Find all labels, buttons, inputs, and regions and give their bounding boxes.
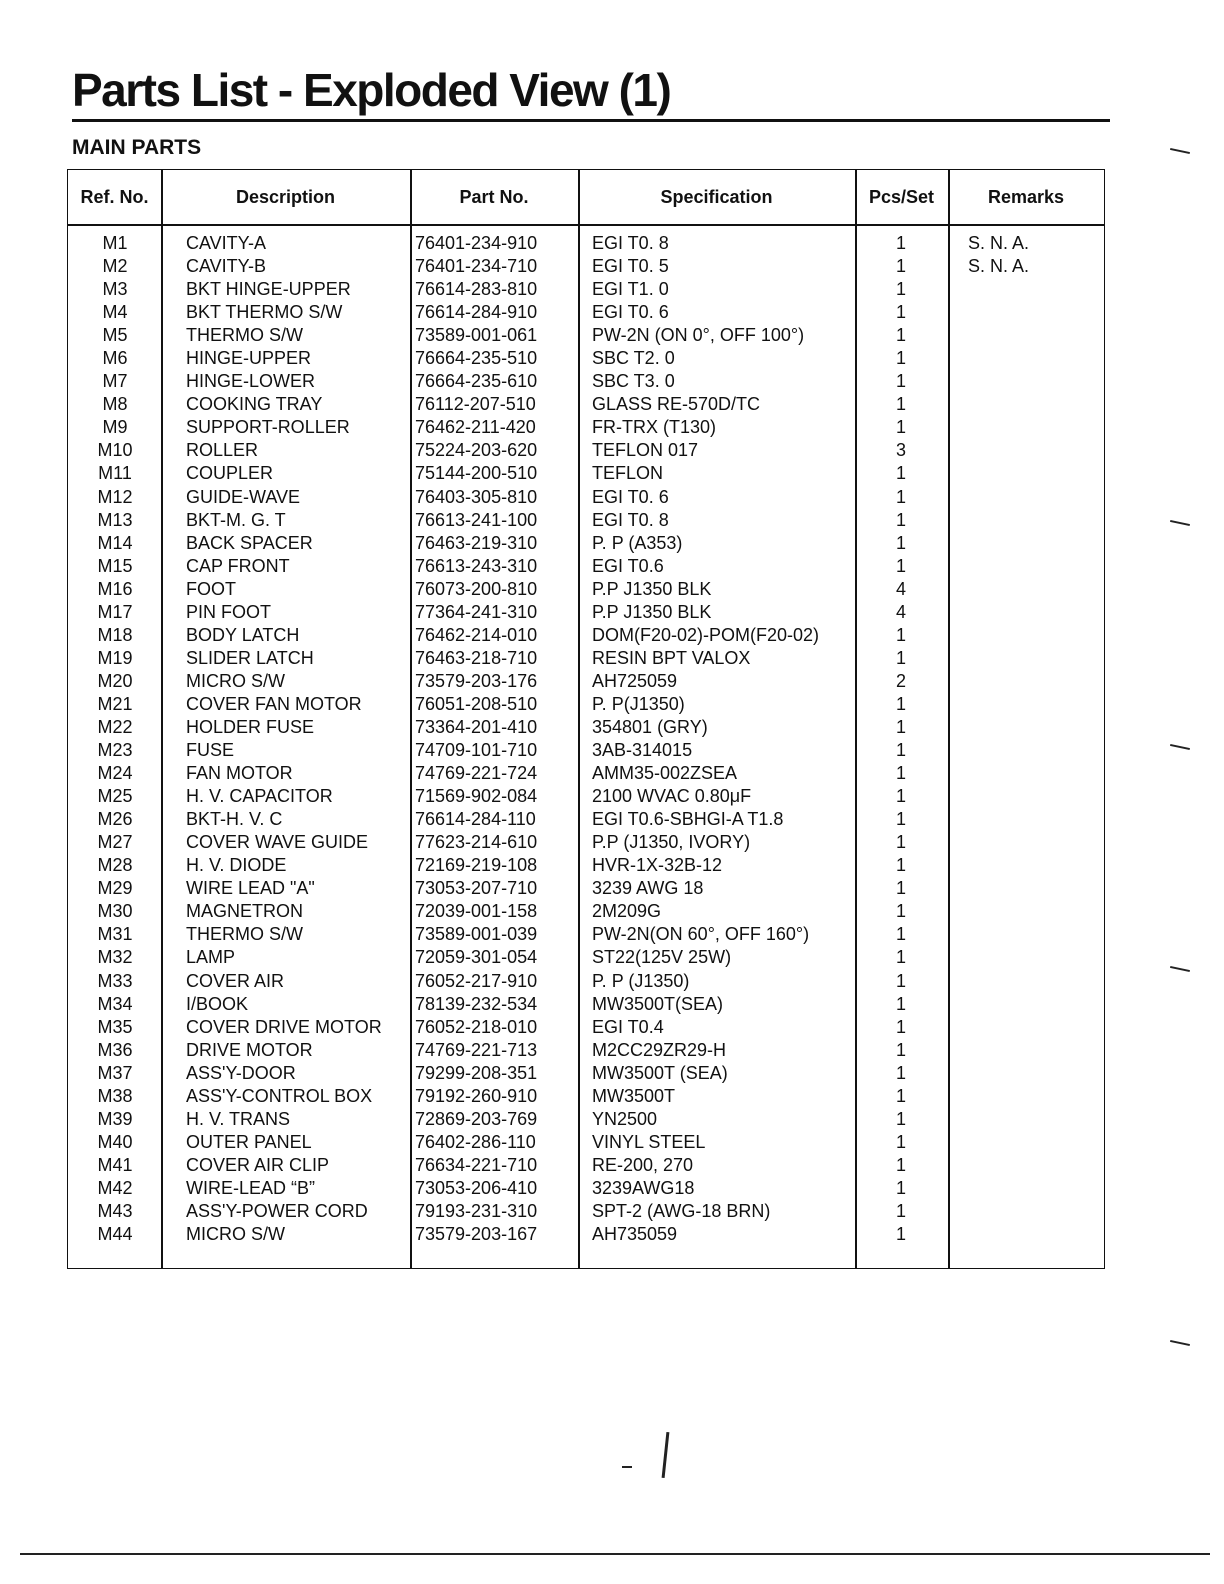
table-row bbox=[68, 808, 1104, 831]
table-row bbox=[68, 993, 1104, 1016]
cell-specification: YN2500 bbox=[592, 1108, 658, 1129]
cell-specification: AH735059 bbox=[592, 1224, 678, 1245]
cell-part-no: 75144-200-510 bbox=[415, 463, 538, 484]
table-row bbox=[68, 647, 1104, 670]
section-heading: MAIN PARTS bbox=[72, 136, 202, 159]
table-row bbox=[68, 1200, 1104, 1223]
cell-remarks: S. N. A. bbox=[968, 256, 1030, 277]
cell-description: ROLLER bbox=[186, 440, 259, 461]
cell-pcs-set: 4 bbox=[895, 578, 906, 599]
cell-part-no: 76402-286-110 bbox=[415, 1131, 536, 1152]
pen-stroke bbox=[622, 1466, 632, 1468]
cell-specification: EGI T0. 5 bbox=[592, 256, 669, 277]
cell-specification: AH725059 bbox=[592, 670, 678, 691]
cell-ref-no: M33 bbox=[97, 970, 133, 991]
cell-part-no: 77364-241-310 bbox=[415, 601, 538, 622]
cell-pcs-set: 1 bbox=[895, 1016, 906, 1037]
cell-specification: PW-2N (ON 0°, OFF 100°) bbox=[592, 325, 805, 346]
table-row bbox=[68, 1062, 1104, 1085]
table-row bbox=[68, 347, 1104, 370]
table-row bbox=[68, 1223, 1104, 1246]
cell-description: GUIDE-WAVE bbox=[186, 486, 301, 507]
cell-pcs-set: 1 bbox=[895, 233, 906, 253]
cell-part-no: 79299-208-351 bbox=[415, 1062, 538, 1083]
cell-description: SLIDER LATCH bbox=[186, 647, 314, 668]
cell-specification: SBC T3. 0 bbox=[592, 371, 675, 392]
table-row bbox=[68, 762, 1104, 785]
cell-ref-no: M13 bbox=[97, 509, 133, 530]
cell-ref-no: M10 bbox=[97, 440, 133, 461]
cell-ref-no: M30 bbox=[97, 901, 133, 922]
cell-pcs-set: 1 bbox=[895, 486, 906, 507]
cell-description: SUPPORT-ROLLER bbox=[186, 417, 350, 438]
cell-pcs-set: 1 bbox=[895, 1224, 906, 1245]
cell-part-no: 76613-243-310 bbox=[415, 555, 538, 576]
cell-pcs-set: 3 bbox=[895, 440, 906, 461]
title-underline bbox=[72, 119, 1110, 122]
cell-part-no: 74769-221-724 bbox=[415, 763, 538, 784]
cell-ref-no: M36 bbox=[97, 1039, 133, 1060]
table-row bbox=[68, 555, 1104, 578]
cell-specification: EGI T0.6-SBHGI-A T1.8 bbox=[592, 809, 784, 830]
cell-description: COVER AIR bbox=[186, 970, 285, 991]
margin-mark bbox=[1170, 520, 1190, 526]
table-row bbox=[68, 877, 1104, 900]
cell-part-no: 74769-221-713 bbox=[415, 1039, 538, 1060]
cell-pcs-set: 1 bbox=[895, 624, 906, 645]
table-row bbox=[68, 578, 1104, 601]
cell-ref-no: M7 bbox=[102, 371, 128, 392]
cell-ref-no: M19 bbox=[97, 647, 133, 668]
cell-specification: MW3500T (SEA) bbox=[592, 1062, 728, 1083]
table-row bbox=[68, 509, 1104, 532]
cell-part-no: 72039-001-158 bbox=[415, 901, 538, 922]
cell-pcs-set: 1 bbox=[895, 1108, 906, 1129]
cell-description: BKT HINGE-UPPER bbox=[186, 279, 351, 300]
cell-description: HINGE-UPPER bbox=[186, 348, 312, 369]
table-row bbox=[68, 670, 1104, 693]
cell-ref-no: M41 bbox=[97, 1154, 133, 1175]
table-row bbox=[68, 854, 1104, 877]
cell-specification: EGI T0. 6 bbox=[592, 302, 669, 323]
pen-stroke bbox=[662, 1432, 670, 1478]
cell-part-no: 76073-200-810 bbox=[415, 578, 538, 599]
cell-part-no: 76051-208-510 bbox=[415, 693, 538, 714]
cell-pcs-set: 1 bbox=[895, 279, 906, 300]
cell-description: I/BOOK bbox=[186, 993, 249, 1014]
cell-specification: PW-2N(ON 60°, OFF 160°) bbox=[592, 924, 810, 945]
cell-description: HOLDER FUSE bbox=[186, 716, 315, 737]
table-row bbox=[68, 462, 1104, 485]
cell-ref-no: M24 bbox=[97, 763, 133, 784]
cell-specification: P. P(J1350) bbox=[592, 693, 685, 714]
margin-mark bbox=[1170, 1340, 1190, 1346]
table-row bbox=[68, 324, 1104, 347]
cell-part-no: 73579-203-167 bbox=[415, 1224, 538, 1245]
cell-description: MICRO S/W bbox=[186, 1224, 285, 1245]
cell-part-no: 73053-207-710 bbox=[415, 878, 538, 899]
cell-part-no: 73579-203-176 bbox=[415, 670, 538, 691]
cell-pcs-set: 1 bbox=[895, 532, 906, 553]
cell-ref-no: M6 bbox=[102, 348, 128, 369]
cell-description: COOKING TRAY bbox=[186, 394, 323, 415]
cell-specification: EGI T0. 8 bbox=[592, 509, 669, 530]
cell-part-no: 76112-207-510 bbox=[415, 394, 536, 415]
cell-ref-no: M22 bbox=[97, 716, 133, 737]
cell-remarks: S. N. A. bbox=[968, 233, 1030, 253]
cell-pcs-set: 1 bbox=[895, 371, 906, 392]
cell-specification: MW3500T bbox=[592, 1085, 676, 1106]
cell-ref-no: M15 bbox=[97, 555, 133, 576]
cell-description: PIN FOOT bbox=[186, 601, 271, 622]
cell-ref-no: M26 bbox=[97, 809, 133, 830]
cell-specification: 3239 AWG 18 bbox=[592, 878, 704, 899]
cell-specification: ST22(125V 25W) bbox=[592, 947, 732, 968]
cell-ref-no: M12 bbox=[97, 486, 133, 507]
cell-ref-no: M11 bbox=[98, 463, 132, 484]
cell-description: BKT THERMO S/W bbox=[186, 302, 343, 323]
cell-part-no: 76052-218-010 bbox=[415, 1016, 538, 1037]
cell-specification: 2100 WVAC 0.80μF bbox=[592, 786, 752, 807]
cell-ref-no: M21 bbox=[97, 693, 133, 714]
table-row bbox=[68, 739, 1104, 762]
cell-pcs-set: 1 bbox=[895, 1177, 906, 1198]
cell-ref-no: M1 bbox=[102, 233, 128, 253]
table-row bbox=[68, 393, 1104, 416]
cell-ref-no: M17 bbox=[97, 601, 133, 622]
bottom-rule bbox=[20, 1553, 1210, 1555]
cell-ref-no: M16 bbox=[97, 578, 133, 599]
cell-pcs-set: 1 bbox=[895, 509, 906, 530]
margin-mark bbox=[1170, 148, 1190, 154]
cell-pcs-set: 1 bbox=[895, 947, 906, 968]
cell-description: OUTER PANEL bbox=[186, 1131, 312, 1152]
cell-specification: FR-TRX (T130) bbox=[592, 417, 717, 438]
table-row bbox=[68, 1039, 1104, 1062]
cell-pcs-set: 1 bbox=[895, 763, 906, 784]
cell-description: BODY LATCH bbox=[186, 624, 300, 645]
cell-specification: P.P J1350 BLK bbox=[592, 578, 712, 599]
cell-ref-no: M3 bbox=[102, 279, 128, 300]
cell-ref-no: M29 bbox=[97, 878, 133, 899]
cell-ref-no: M37 bbox=[97, 1062, 133, 1083]
cell-specification: MW3500T(SEA) bbox=[592, 993, 724, 1014]
table-body bbox=[68, 232, 1104, 1246]
cell-ref-no: M28 bbox=[97, 855, 133, 876]
table-row bbox=[68, 1108, 1104, 1131]
cell-specification: DOM(F20-02)-POM(F20-02) bbox=[592, 624, 820, 645]
parts-table bbox=[67, 169, 1105, 1269]
cell-part-no: 76401-234-910 bbox=[415, 233, 538, 253]
cell-description: CAVITY-B bbox=[186, 256, 267, 277]
cell-description: FAN MOTOR bbox=[186, 763, 293, 784]
cell-part-no: 73364-201-410 bbox=[415, 716, 538, 737]
cell-pcs-set: 1 bbox=[895, 417, 906, 438]
cell-part-no: 72869-203-769 bbox=[415, 1108, 538, 1129]
cell-specification: P. P (A353) bbox=[592, 532, 683, 553]
cell-pcs-set: 1 bbox=[895, 693, 906, 714]
table-row bbox=[68, 232, 1104, 255]
cell-description: COUPLER bbox=[186, 463, 274, 484]
margin-mark bbox=[1170, 966, 1190, 972]
cell-part-no: 76403-305-810 bbox=[415, 486, 538, 507]
cell-ref-no: M25 bbox=[97, 786, 133, 807]
cell-pcs-set: 4 bbox=[895, 601, 906, 622]
cell-part-no: 73053-206-410 bbox=[415, 1177, 538, 1198]
cell-part-no: 75224-203-620 bbox=[415, 440, 538, 461]
cell-specification: GLASS RE-570D/TC bbox=[592, 394, 761, 415]
cell-part-no: 71569-902-084 bbox=[415, 786, 538, 807]
cell-specification: AMM35-002ZSEA bbox=[592, 763, 738, 784]
page-title: Parts List - Exploded View (1) bbox=[72, 64, 671, 116]
cell-specification: 3239AWG18 bbox=[592, 1177, 695, 1198]
cell-ref-no: M9 bbox=[102, 417, 128, 438]
cell-description: FOOT bbox=[186, 578, 236, 599]
table-row bbox=[68, 785, 1104, 808]
cell-pcs-set: 1 bbox=[895, 647, 906, 668]
cell-pcs-set: 1 bbox=[895, 716, 906, 737]
table-row bbox=[68, 970, 1104, 993]
margin-mark bbox=[1170, 744, 1190, 750]
table-row bbox=[68, 1085, 1104, 1108]
table-row bbox=[68, 1016, 1104, 1039]
cell-ref-no: M40 bbox=[97, 1131, 133, 1152]
cell-description: COVER DRIVE MOTOR bbox=[186, 1016, 382, 1037]
table-row bbox=[68, 601, 1104, 624]
cell-pcs-set: 1 bbox=[895, 740, 906, 761]
cell-ref-no: M20 bbox=[97, 670, 133, 691]
cell-part-no: 77623-214-610 bbox=[415, 832, 538, 853]
cell-description: BKT-M. G. T bbox=[186, 509, 286, 530]
cell-specification: EGI T0. 6 bbox=[592, 486, 669, 507]
cell-part-no: 72059-301-054 bbox=[415, 947, 538, 968]
cell-pcs-set: 1 bbox=[895, 832, 906, 853]
cell-ref-no: M23 bbox=[97, 740, 133, 761]
header-specification: Specification bbox=[660, 186, 773, 207]
cell-description: H. V. TRANS bbox=[186, 1108, 291, 1129]
cell-description: WIRE-LEAD “B” bbox=[186, 1177, 316, 1198]
cell-ref-no: M2 bbox=[102, 256, 128, 277]
table-row bbox=[68, 439, 1104, 462]
cell-pcs-set: 1 bbox=[895, 1200, 906, 1221]
cell-part-no: 76463-218-710 bbox=[415, 647, 538, 668]
cell-description: MAGNETRON bbox=[186, 901, 303, 922]
cell-pcs-set: 1 bbox=[895, 1085, 906, 1106]
cell-pcs-set: 1 bbox=[895, 302, 906, 323]
cell-pcs-set: 1 bbox=[895, 924, 906, 945]
header-part-no: Part No. bbox=[459, 186, 529, 207]
cell-ref-no: M5 bbox=[102, 325, 128, 346]
table-row bbox=[68, 900, 1104, 923]
cell-ref-no: M39 bbox=[97, 1108, 133, 1129]
cell-pcs-set: 1 bbox=[895, 1062, 906, 1083]
cell-ref-no: M42 bbox=[97, 1177, 133, 1198]
cell-description: HINGE-LOWER bbox=[186, 371, 316, 392]
cell-specification: HVR-1X-32B-12 bbox=[592, 855, 723, 876]
cell-ref-no: M32 bbox=[97, 947, 133, 968]
cell-pcs-set: 1 bbox=[895, 970, 906, 991]
cell-description: ASS'Y-DOOR bbox=[186, 1062, 296, 1083]
cell-pcs-set: 1 bbox=[895, 348, 906, 369]
cell-description: THERMO S/W bbox=[186, 325, 303, 346]
cell-pcs-set: 1 bbox=[895, 1131, 906, 1152]
cell-pcs-set: 1 bbox=[895, 463, 906, 484]
cell-ref-no: M35 bbox=[97, 1016, 133, 1037]
cell-description: COVER FAN MOTOR bbox=[186, 693, 362, 714]
cell-specification: EGI T0.4 bbox=[592, 1016, 664, 1037]
table-row bbox=[68, 278, 1104, 301]
table-row bbox=[68, 831, 1104, 854]
cell-pcs-set: 1 bbox=[895, 855, 906, 876]
cell-pcs-set: 1 bbox=[895, 993, 906, 1014]
cell-part-no: 76462-211-420 bbox=[415, 417, 536, 438]
cell-ref-no: M8 bbox=[102, 394, 128, 415]
cell-part-no: 76613-241-100 bbox=[415, 509, 538, 530]
cell-ref-no: M18 bbox=[97, 624, 133, 645]
cell-description: WIRE LEAD "A" bbox=[186, 878, 315, 899]
cell-part-no: 73589-001-039 bbox=[415, 924, 538, 945]
table-row bbox=[68, 923, 1104, 946]
cell-specification: TEFLON 017 bbox=[592, 440, 699, 461]
cell-part-no: 76614-283-810 bbox=[415, 279, 538, 300]
table-row bbox=[68, 716, 1104, 739]
table-row bbox=[68, 486, 1104, 509]
cell-specification: EGI T1. 0 bbox=[592, 279, 669, 300]
cell-part-no: 76462-214-010 bbox=[415, 624, 538, 645]
cell-specification: EGI T0. 8 bbox=[592, 233, 669, 253]
cell-ref-no: M38 bbox=[97, 1085, 133, 1106]
cell-specification: P.P (J1350, IVORY) bbox=[592, 832, 751, 853]
cell-specification: 2M209G bbox=[592, 901, 662, 922]
cell-ref-no: M31 bbox=[97, 924, 133, 945]
table-row bbox=[68, 693, 1104, 716]
cell-specification: 3AB-314015 bbox=[592, 740, 693, 761]
cell-part-no: 76664-235-610 bbox=[415, 371, 538, 392]
table-row bbox=[68, 624, 1104, 647]
cell-ref-no: M34 bbox=[97, 993, 133, 1014]
cell-description: BKT-H. V. C bbox=[186, 809, 283, 830]
cell-specification: 354801 (GRY) bbox=[592, 716, 708, 737]
cell-specification: TEFLON bbox=[592, 463, 664, 484]
cell-specification: VINYL STEEL bbox=[592, 1131, 706, 1152]
table-row bbox=[68, 255, 1104, 278]
cell-pcs-set: 1 bbox=[895, 878, 906, 899]
cell-part-no: 76664-235-510 bbox=[415, 348, 538, 369]
cell-specification: EGI T0.6 bbox=[592, 555, 664, 576]
cell-description: CAVITY-A bbox=[186, 233, 267, 253]
cell-ref-no: M27 bbox=[97, 832, 133, 853]
cell-pcs-set: 1 bbox=[895, 1039, 906, 1060]
cell-description: THERMO S/W bbox=[186, 924, 303, 945]
cell-pcs-set: 1 bbox=[895, 809, 906, 830]
cell-specification: P.P J1350 BLK bbox=[592, 601, 712, 622]
cell-ref-no: M43 bbox=[97, 1200, 133, 1221]
cell-part-no: 79192-260-910 bbox=[415, 1085, 538, 1106]
cell-ref-no: M14 bbox=[97, 532, 133, 553]
table-row bbox=[68, 301, 1104, 324]
header-description: Description bbox=[235, 186, 336, 207]
cell-description: DRIVE MOTOR bbox=[186, 1039, 313, 1060]
cell-pcs-set: 1 bbox=[895, 325, 906, 346]
cell-part-no: 76614-284-910 bbox=[415, 302, 538, 323]
header-divider bbox=[68, 224, 1104, 226]
cell-pcs-set: 1 bbox=[895, 394, 906, 415]
cell-description: COVER AIR CLIP bbox=[186, 1154, 330, 1175]
cell-description: COVER WAVE GUIDE bbox=[186, 832, 369, 853]
table-row bbox=[68, 946, 1104, 969]
cell-part-no: 74709-101-710 bbox=[415, 740, 538, 761]
table-row bbox=[68, 1177, 1104, 1200]
cell-part-no: 78139-232-534 bbox=[415, 993, 538, 1014]
cell-part-no: 72169-219-108 bbox=[415, 855, 538, 876]
cell-part-no: 79193-231-310 bbox=[415, 1200, 538, 1221]
cell-description: ASS'Y-CONTROL BOX bbox=[186, 1085, 373, 1106]
table-row bbox=[68, 370, 1104, 393]
table-row bbox=[68, 1131, 1104, 1154]
cell-description: BACK SPACER bbox=[186, 532, 313, 553]
cell-description: ASS'Y-POWER CORD bbox=[186, 1200, 368, 1221]
cell-ref-no: M44 bbox=[97, 1224, 133, 1245]
cell-part-no: 76614-284-110 bbox=[415, 809, 536, 830]
cell-pcs-set: 2 bbox=[895, 670, 906, 691]
cell-description: H. V. DIODE bbox=[186, 855, 287, 876]
header-pcs-set: Pcs/Set bbox=[868, 186, 935, 207]
cell-specification: M2CC29ZR29-H bbox=[592, 1039, 727, 1060]
cell-specification: P. P (J1350) bbox=[592, 970, 690, 991]
cell-part-no: 73589-001-061 bbox=[415, 325, 538, 346]
table-row bbox=[68, 416, 1104, 439]
cell-ref-no: M4 bbox=[102, 302, 128, 323]
cell-description: FUSE bbox=[186, 740, 235, 761]
cell-specification: SPT-2 (AWG-18 BRN) bbox=[592, 1200, 771, 1221]
cell-part-no: 76634-221-710 bbox=[415, 1154, 538, 1175]
cell-specification: RESIN BPT VALOX bbox=[592, 647, 751, 668]
cell-pcs-set: 1 bbox=[895, 256, 906, 277]
cell-part-no: 76463-219-310 bbox=[415, 532, 538, 553]
cell-pcs-set: 1 bbox=[895, 1154, 906, 1175]
header-remarks: Remarks bbox=[987, 186, 1065, 207]
cell-pcs-set: 1 bbox=[895, 901, 906, 922]
cell-description: MICRO S/W bbox=[186, 670, 285, 691]
cell-description: H. V. CAPACITOR bbox=[186, 786, 333, 807]
cell-part-no: 76401-234-710 bbox=[415, 256, 538, 277]
cell-pcs-set: 1 bbox=[895, 786, 906, 807]
cell-description: LAMP bbox=[186, 947, 236, 968]
table-row bbox=[68, 532, 1104, 555]
header-ref-no: Ref. No. bbox=[80, 186, 149, 207]
cell-description: CAP FRONT bbox=[186, 555, 290, 576]
cell-specification: RE-200, 270 bbox=[592, 1154, 694, 1175]
cell-part-no: 76052-217-910 bbox=[415, 970, 538, 991]
cell-specification: SBC T2. 0 bbox=[592, 348, 675, 369]
cell-pcs-set: 1 bbox=[895, 555, 906, 576]
table-row bbox=[68, 1154, 1104, 1177]
